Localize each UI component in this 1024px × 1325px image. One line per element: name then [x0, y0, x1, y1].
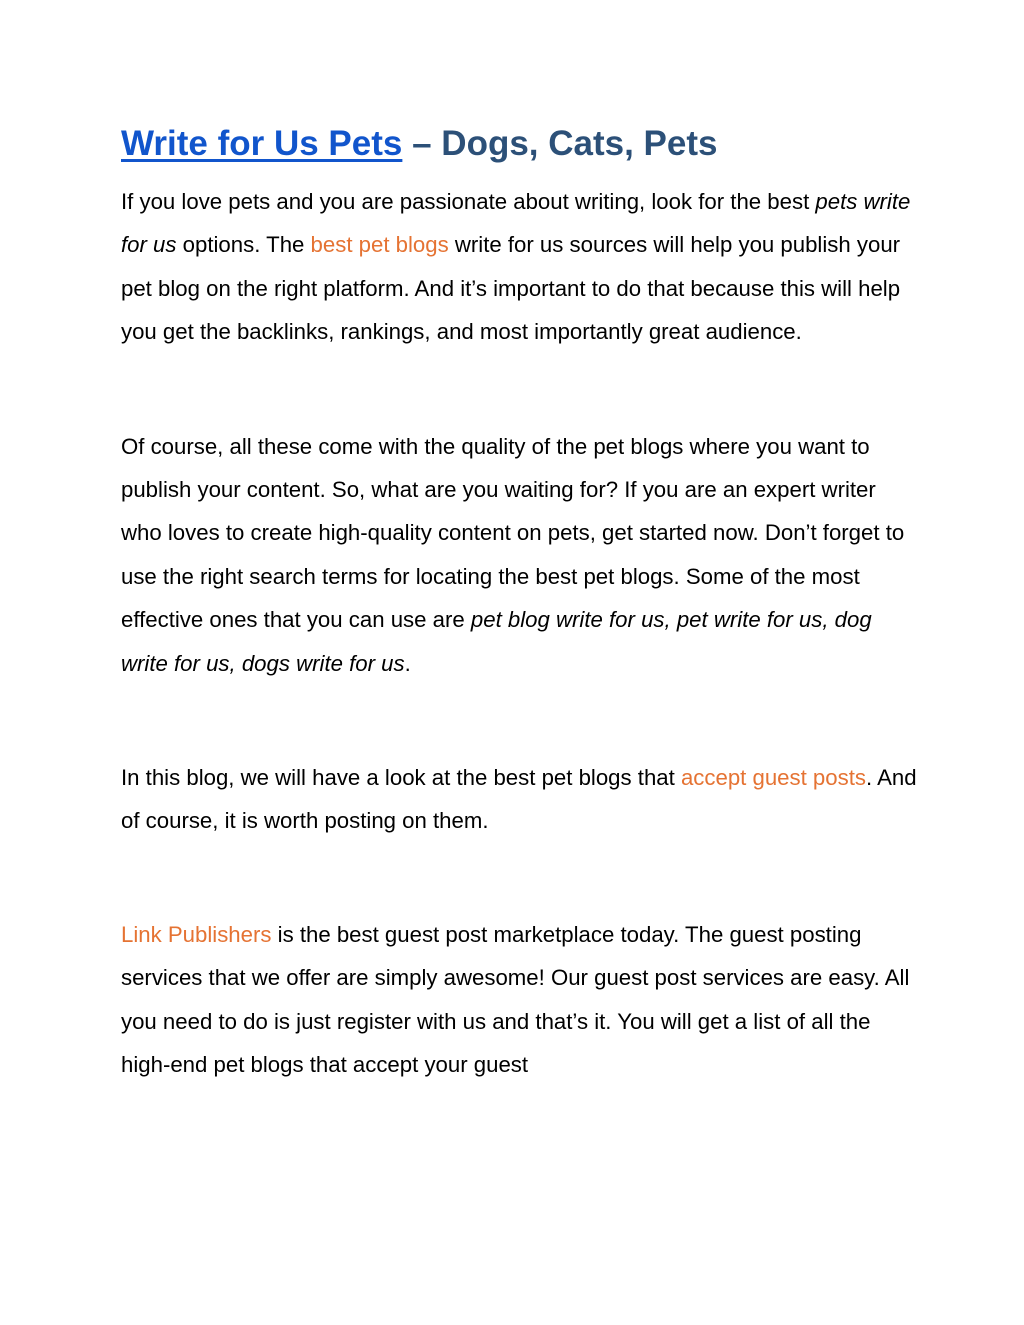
intro-paragraph	[121, 180, 921, 354]
keyword-emphasis: pets write for us	[121, 189, 911, 258]
title-link[interactable]: Write for Us Pets	[121, 124, 403, 163]
link-publishers-link[interactable]: Link Publishers	[121, 921, 272, 947]
page-title	[121, 118, 921, 170]
link-publishers-paragraph	[121, 913, 921, 1087]
paragraph-text: .	[404, 650, 411, 676]
paragraph-text: If you love pets and you are passionate about writing, look for the best	[121, 189, 816, 214]
blog-intro-paragraph	[121, 756, 921, 843]
title-subtitle: – Dogs, Cats, Pets	[402, 124, 718, 163]
paragraph-text: is the best guest post marketplace today. The guest posting services that we offer are simply awesome! Our guest post services are easy. All you need to do is just register with us and that’s it. You will get a list of all the high-end pet blogs that accept your guest	[121, 921, 910, 1078]
paragraph-text: Of course, all these come with the quality of the pet blogs where you want to publish your content. So, what are you waiting for? If you are an expert writer who loves to create high-quality content on pets, get started now. Don’t forget to use the right search terms for locating the best pet blogs. Some of the most effective ones that you can use are	[121, 433, 905, 633]
document-page	[121, 118, 921, 1087]
paragraph-text: In this blog, we will have a look at the best pet blogs that	[121, 765, 681, 791]
best-pet-blogs-link[interactable]: best pet blogs	[310, 232, 449, 258]
search-terms-emphasis: pet blog write for us, pet write for us, dog write for us, dogs write for us	[121, 607, 872, 676]
paragraph-text: write for us sources will help you publish your pet blog on the right platform. And it’s important to do that because this will help you get the backlinks, rankings, and most importantly great audience.	[121, 232, 901, 345]
quality-paragraph	[121, 425, 921, 685]
paragraph-text: . And of course, it is worth posting on them.	[121, 765, 917, 834]
accept-guest-posts-link[interactable]: accept guest posts	[680, 765, 866, 791]
paragraph-text: options. The	[176, 232, 311, 258]
